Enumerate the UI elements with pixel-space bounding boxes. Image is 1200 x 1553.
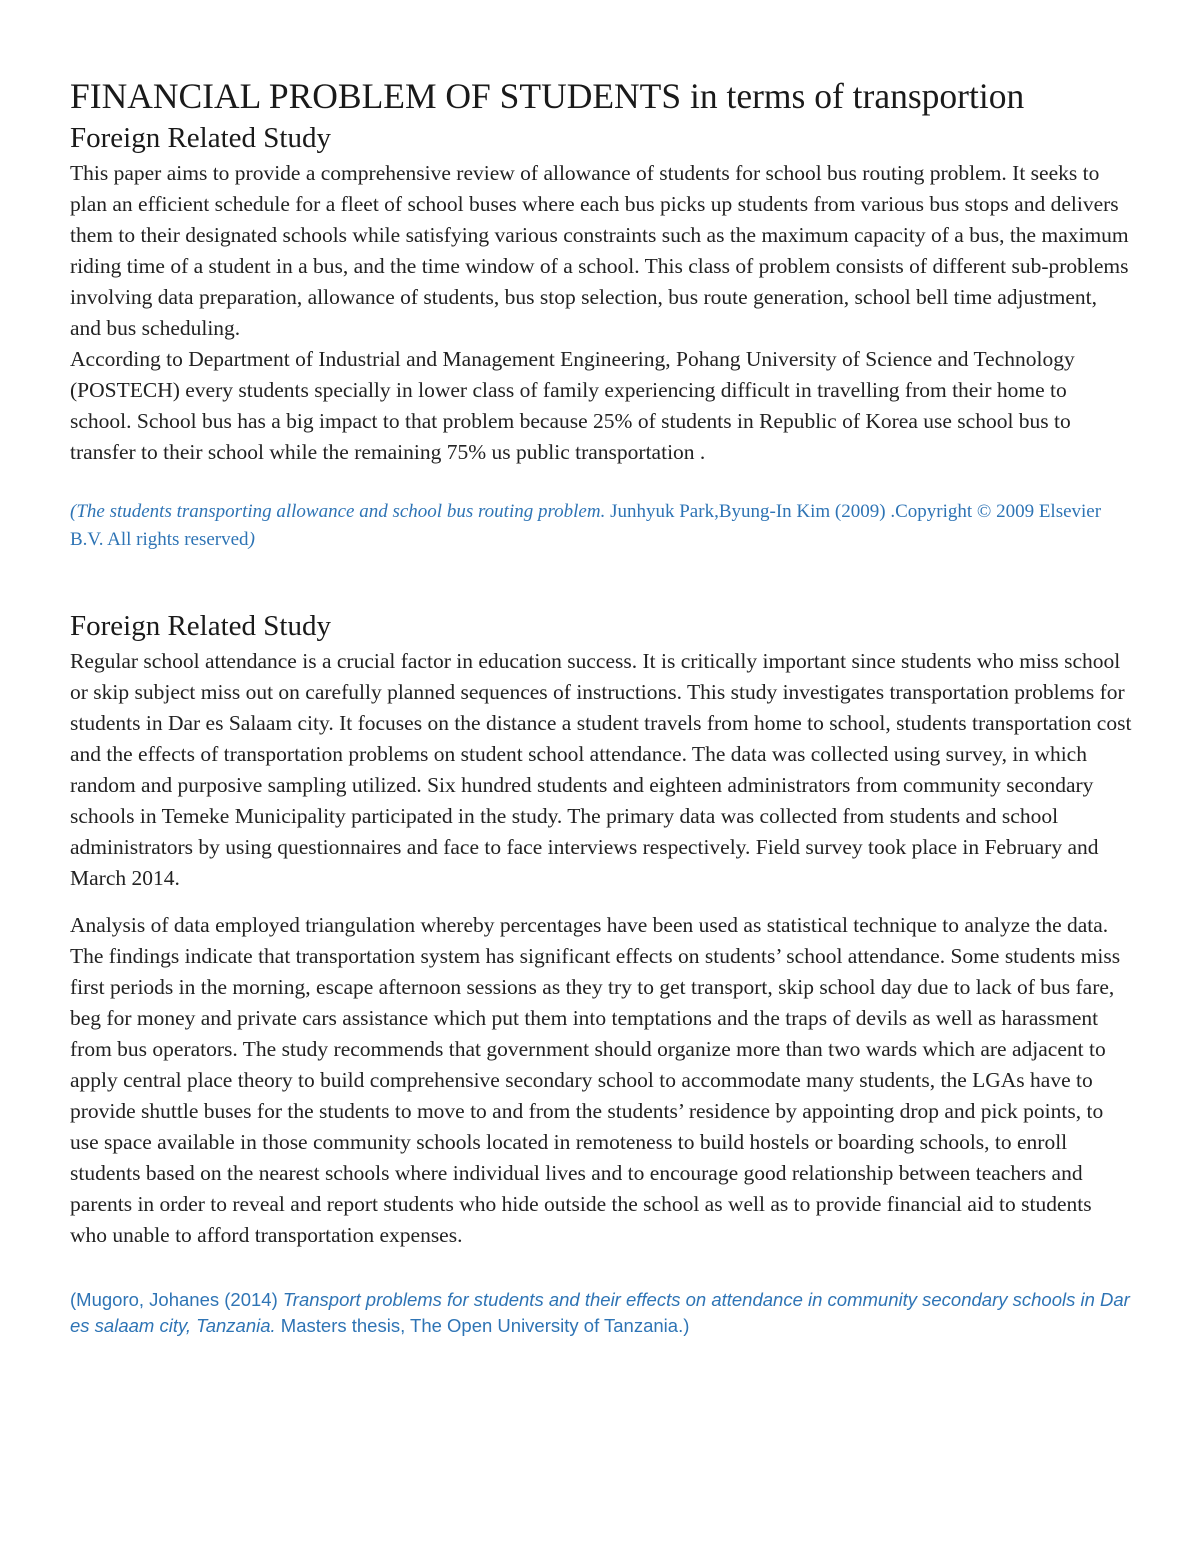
- citation-open-paren: (: [70, 501, 77, 522]
- citation-title: The students transporting allowance and school bus routing problem.: [76, 501, 606, 522]
- paragraph: This paper aims to provide a comprehensive review of allowance of students for school bus routing problem. It seeks to plan an efficient schedule for a fleet of school buses where each bus picks up students from various bus stops and delivers them to their designated schools while satisfying various constraints such as the maximum capacity of a bus, the maximum riding time of a student in a bus, and the time window of a school. This class of problem consists of different sub-problems involving data preparation, allowance of students, bus stop selection, bus route generation, school bell time adjustment, and bus scheduling.: [70, 161, 1129, 340]
- section-heading: Foreign Related Study: [70, 122, 331, 154]
- section-2: [70, 606, 1132, 1339]
- paragraph: Analysis of data employed triangulation whereby percentages have been used as statistical technique to analyze the data. The findings indicate that transportation system has significant effects on students’ school attendance. Some students miss first periods in the morning, escape afternoon sessions as they try to get transport, skip school day due to lack of bus fare, beg for money and private cars assistance which put them into temptations and the traps of devils as well as harassment from bus operators. The study recommends that government should organize more than two wards which are adjacent to apply central place theory to build comprehensive secondary school to accommodate many students, the LGAs have to provide shuttle buses for the students to move to and from the students’ residence by appointing drop and pick points, to use space available in those community schools located in remoteness to build hostels or boarding schools, to enroll students based on the nearest schools where individual lives and to encourage good relationship between teachers and parents in order to reveal and report students who hide outside the school as well as to provide financial aid to students who unable to afford transportation expenses.: [70, 913, 1121, 1247]
- document-title: FINANCIAL PROBLEM OF STUDENTS in terms of transportion: [70, 76, 1025, 116]
- paragraph: According to Department of Industrial and Management Engineering, Pohang University of Science and Technology (POSTECH) every students specially in lower class of family experiencing difficult in travelling from their home to school. School bus has a big impact to that problem because 25% of students in Republic of Korea use school bus to transfer to their school while the remaining 75% us public transportation .: [70, 347, 1075, 464]
- citation-author: (Mugoro, Johanes (2014): [70, 1289, 283, 1310]
- citation-details: Junhyuk Park,Byung-In Kim (2009) .Copyright © 2009 Elsevier B.V. All rights reserved: [70, 501, 1102, 550]
- citation: [70, 1287, 1132, 1339]
- citation-close-paren: ): [248, 529, 255, 550]
- paragraph: Regular school attendance is a crucial factor in education success. It is critically important since students who miss school or skip subject miss out on carefully planned sequences of instructions. This study investigates transportation problems for students in Dar es Salaam city. It focuses on the distance a student travels from home to school, students transportation cost and the effects of transportation problems on student school attendance. The data was collected using survey, in which random and purposive sampling utilized. Six hundred students and eighteen administrators from community secondary schools in Temeke Municipality participated in the study. The primary data was collected from students and school administrators by using questionnaires and face to face interviews respectively. Field survey took place in February and March 2014.: [70, 649, 1132, 890]
- citation-details: Masters thesis, The Open University of Tanzania.): [275, 1315, 690, 1336]
- citation: [70, 498, 1132, 554]
- citation-title: Transport problems for students and their effects on attendance in community secondary schools in Dar es salaam city, Tanzania.: [70, 1289, 1130, 1336]
- section-1: [70, 118, 1132, 554]
- section-heading: Foreign Related Study: [70, 610, 331, 642]
